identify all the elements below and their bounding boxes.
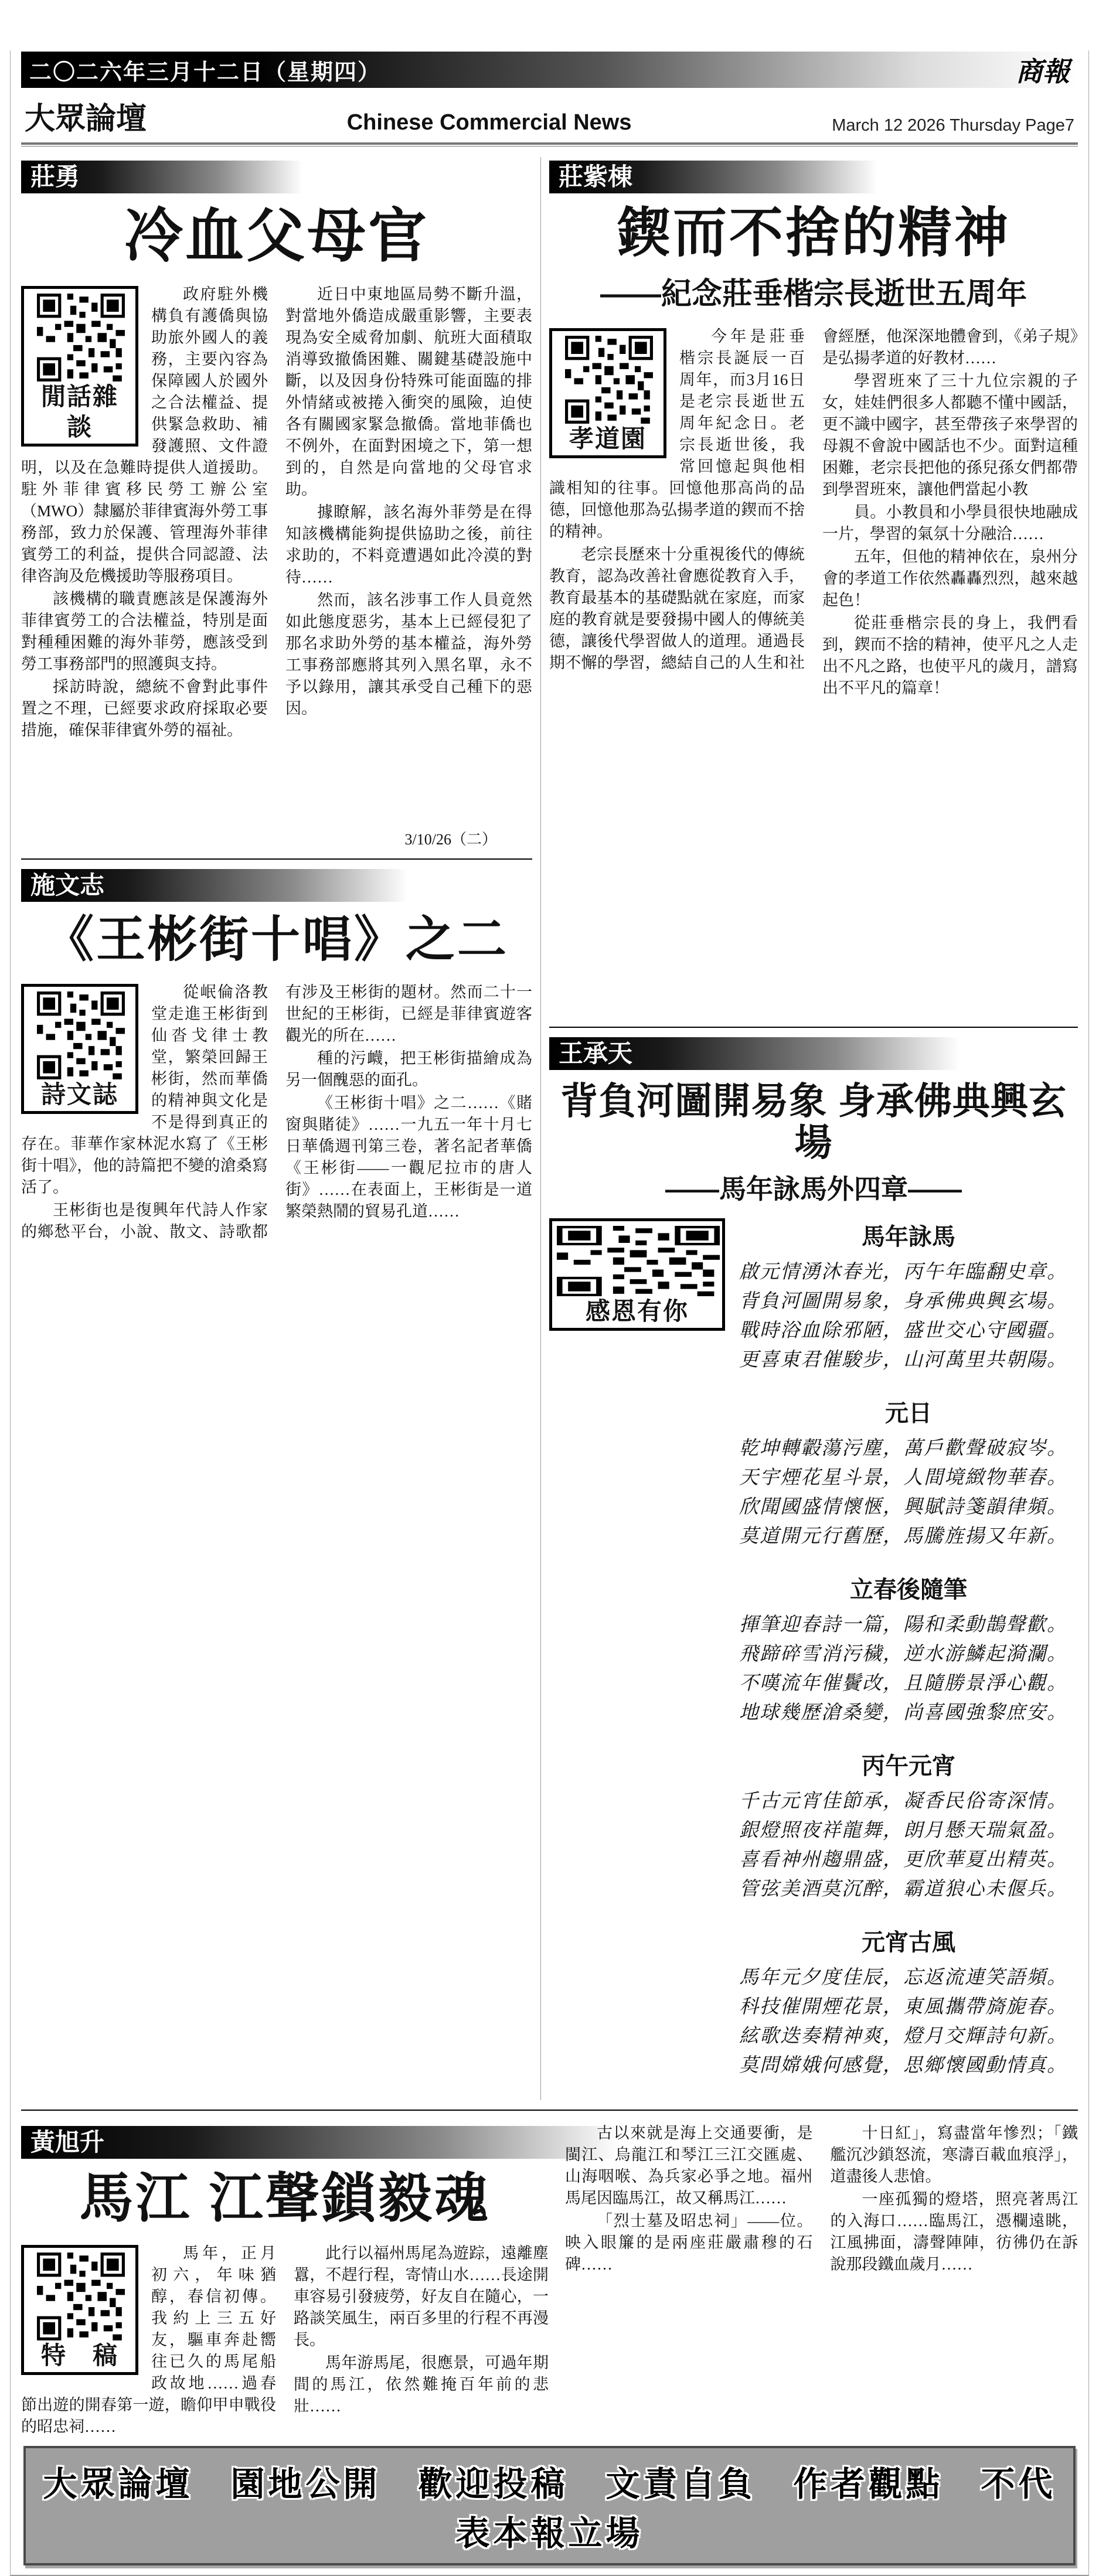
paragraph: 十日紅」，寫盡當年慘烈；「鐵艦沉沙鎖怒流，寒濤百載血痕浮」，道盡後人悲愴。 [830,2124,1078,2185]
paragraph: 該機構的職責應該是保護海外菲律賓勞工的合法權益，特別是面對種種困難的海外菲勞，應該受到勞工事務部門的照護與支持。 [21,590,268,673]
qr-label: 詩文誌 [40,1081,118,1109]
paragraph: 古以來就是海上交通要衝，是閩江、烏龍江和琴江三江交匯處、山海咽喉、為兵家必爭之地。福州馬尾因臨馬江，故又稱馬江…… [565,2124,813,2207]
article-unyielding-spirit [549,161,1078,1017]
paragraph: 學習班來了三十九位宗親的子女，娃娃們很多人都聽不懂中國話，更不識中國字，甚至帶孩子來學習的母親不會說中國話也不少。面對這種困難，老宗長把他的孫兒孫女們都帶到學習班來，讓他們當起小教 [822,372,1078,499]
right-column [549,157,1078,2100]
poem-line: 乾坤轉轂蕩污塵，萬戶歡聲破寂岑。 [739,1437,1067,1459]
poem-line: 科技催開煙花景，東風攜帶旖旎春。 [739,1996,1067,2018]
header-date-english: March 12 2026 Thursday Page7 [832,116,1074,135]
qr-box [549,1218,725,1331]
poem-line: 不嘆流年催鬢改，且隨勝景淨心觀。 [739,1672,1067,1694]
paragraph: 採訪時說，總統不會對此事件置之不理，已經要求政府採取必要措施，確保菲律賓外勞的福祉。 [21,678,268,739]
center-column-divider [540,157,541,2100]
poem [739,1395,1078,1551]
author-bar: 莊勇 [21,161,302,193]
majiang-headline-block [21,2122,549,2438]
author-bar: 王承天 [549,1037,960,1070]
paragraph: 員。小教員和小學員很快地融成一片，學習的氣氛十分融洽…… [822,503,1078,543]
article-horse-year-poems [549,1037,1078,2100]
author-bar: 莊紫棟 [549,161,877,193]
qr-label: 特 稿 [40,2342,118,2370]
qr-code-icon [557,1226,720,1296]
article-body [549,326,1078,1017]
paragraph: 然而，該名涉事工作人員竟然如此態度惡劣，基本上已經侵犯了那名求助外勞的基本權益，海外勞工事務部應將其列入黑名單，永不予以錄用，讓其承受自己種下的惡因。 [285,591,532,717]
paragraph: 一座孤獨的燈塔，照亮著馬江的入海口……臨馬江，憑欄遠眺，江風拂面，濤聲陣陣，彷彿仍在訴說那段鐵血歲月…… [830,2190,1078,2273]
qr-code-icon [557,336,661,424]
article-headline: 冷血父母官 [124,203,429,269]
banner-text: 大眾論壇 園地公開 歡迎投稿 文責自負 作者觀點 不代表本報立場 [43,2465,1056,2553]
poem-line: 戰時浴血除邪陋，盛世交心守國疆。 [739,1320,1067,1341]
left-column [21,157,532,2100]
poem-line: 喜看神州趨鼎盛，更欣華夏出精英。 [739,1849,1067,1870]
qr-code-icon [29,294,133,381]
article-headline: 背負河圖開易象 身承佛典興玄場 [560,1080,1067,1164]
article-headline: 《王彬街十唱》之二 [44,912,509,967]
paragraph: 馬年，正月初六，年味猶醇，春信初傳。我約上三五好友，驅車奔赴嚮往已久的馬尾船政故地……過春節出遊的開春第一遊，瞻仰甲申戰役的昭忠祠…… [21,2244,276,2436]
paragraph: 近日中東地區局勢不斷升溫，對當地外僑造成嚴重影響，主要表現為安全威脅加劇、航班大面積取消導致撤僑困難、關鍵基礎設施中斷，以及因身份特殊可能面臨的排外情緒或被捲入衝突的風險，迫使各有關國家緊急撤僑。當地菲僑也不例外，在面對困境之下，第一想到的，自然是向當地的父母官求助。 [285,285,532,498]
paragraph: 五年，但他的精神依在，泉州分會的孝道工作依然轟轟烈烈，越來越起色！ [822,548,1078,609]
header-divider [21,142,1078,146]
paragraph: 從莊垂楷宗長的身上，我們看到，鍥而不捨的精神，使平凡之人走出不凡之路，也使平凡的歲月，譜寫出不平凡的篇章！ [822,614,1078,697]
poem [739,1747,1078,1904]
majiang-continuation [565,2122,1078,2438]
poem [739,1571,1078,1727]
paper-name: 商報 [1016,57,1070,87]
poem-line: 莫道開元行舊歷，馬騰旌揚又年新。 [739,1525,1067,1547]
paragraph: 《王彬街十唱》之二……《賭窗與賭徒》……一九五一年十月七日華僑週刊第三卷，著名記者華僑《王彬街——一觀尼拉市的唐人街》……在表面上，王彬街是一道繁榮熱鬧的貿易孔道…… [285,1094,532,1221]
poem-line: 銀燈照夜祥龍舞，朗月懸天瑞氣盈。 [739,1819,1067,1841]
qr-label: 閒話雜談 [40,383,118,441]
poem-line: 馬年元夕度佳辰，忘返流連笑語頻。 [739,1967,1067,1988]
article-body [21,284,532,823]
qr-box [21,2245,138,2375]
poem-line: 更喜東君催駿步，山河萬里共朝陽。 [739,1349,1067,1371]
paragraph: 王彬街也是復興年代詩人作家的鄉愁平台，小說、散文、詩歌都有涉及王彬街的題材。然而二十一世紀的王彬街，已經是菲律賓遊客觀光的所在…… [21,983,532,1241]
article-body-left [21,2243,549,2438]
qr-label: 孝道園 [569,425,647,453]
poem-line: 千古元宵佳節承，凝香民俗寄深情。 [739,1790,1067,1812]
poem-line: 背負河圖開易象，身承佛典興玄場。 [739,1290,1067,1312]
poem-line: 揮筆迎春詩一篇，陽和柔動鵲聲歡。 [739,1614,1067,1635]
header-bar [21,52,1078,88]
qr-code-icon [29,2253,133,2340]
poems [737,1218,1078,2100]
article-divider [21,858,532,860]
poem-line: 絃歌迭奏精神爽，燈月交輝詩句新。 [739,2025,1067,2047]
page-frame [10,50,1089,2576]
article-headline: 鍥而不捨的精神 [616,203,1010,263]
poem-title: 元日 [885,1399,932,1426]
paragraph: 種的污衊，把王彬街描繪成為另一個醜惡的面孔。 [285,1050,532,1089]
qr-column [549,1218,737,2100]
article-majiang [21,2122,1078,2438]
poem-title: 元宵古風 [862,1928,955,1955]
poem-title: 馬年詠馬 [862,1223,955,1250]
bottom-section-divider [21,2110,1078,2111]
section-title: 大眾論壇 [25,102,147,136]
qr-box [21,984,138,1114]
article-subtitle: ——紀念莊垂楷宗長逝世五周年 [600,277,1027,312]
poem-section [549,1218,1078,2100]
qr-code-icon [29,991,133,1079]
qr-box [549,328,666,458]
article-wangbin-street [21,869,532,1512]
poem [739,1924,1078,2080]
paragraph: 據瞭解，該名海外菲勞是在得知該機構能夠提供協助之後，前往求助的，不料竟遭遇如此冷漠的對待…… [285,503,532,586]
paper-name-english: Chinese Commercial News [346,110,632,135]
article-headline: 馬江 江聲鎖毅魂 [79,2168,491,2229]
poem-line: 啟元情湧沐春光，丙午年臨翻史章。 [739,1261,1067,1283]
paragraph: 老宗長歷來十分重視後代的傳統教育，認為改善社會應從教育入手，教育最基本的基礎點就在家庭，而家庭的教育就是要發揚中國人的傳統美德，讓後代學習做人的道理。通過長期不懈的學習，總結自己的人生和社會經歷，他深深地體會到，《弟子規》是弘揚孝道的好教材…… [549,328,1078,672]
qr-box [21,286,138,447]
author-bar: 施文志 [21,869,408,902]
article-coldblooded-officials [21,161,532,849]
poem-line: 天宇煙花星斗景，人間境緻物華春。 [739,1467,1067,1488]
poem-line: 飛蹄碎雪消污穢，逆水游鱗起漪瀾。 [739,1643,1067,1665]
main-columns [21,157,1078,2100]
poem-line: 欣聞國盛情懷愜，興賦詩箋韻律頻。 [739,1496,1067,1518]
article-date-signature: 3/10/26（二） [404,831,497,848]
article-body-right [565,2122,1078,2277]
masthead-row [21,88,1078,142]
article-divider [549,1027,1078,1028]
poem-title: 立春後隨筆 [850,1576,967,1603]
poem-line: 管弦美酒莫沉醉，霸道狼心未偃兵。 [739,1878,1067,1900]
poem-line: 地球幾歷滄桑變，尚喜國強黎庶安。 [739,1702,1067,1723]
paragraph: 從岷倫洛教堂走進王彬街到仙沓戈律士教堂，繁榮回歸王彬街，然而華僑的精神與文化是不是得到真正的存在。菲華作家林泥水寫了《王彬街十唱》，他的詩篇把不變的滄桑寫活了。 [21,983,268,1197]
poem-line: 莫問嫦娥何感覺，思鄉懷國動情真。 [739,2054,1067,2076]
author-bar: 黃旭升 [21,2126,619,2159]
poem-title: 丙午元宵 [862,1752,955,1779]
qr-label: 感恩有你 [585,1297,689,1325]
paragraph: 此行以福州馬尾為遊踪，遠離塵囂，不趕行程，寄情山水……長途開車容易引發疲勞，好友自在隨心，一路談笑風生，兩百多里的行程不再漫長。 [294,2244,549,2349]
forum-disclaimer-banner [23,2446,1076,2565]
paragraph: 今年是莊垂楷宗長誕辰一百周年，而3月16日是老宗長逝世五周年紀念日。老宗長逝世後，我常回憶起與他相識相知的往事。回憶他那高尚的品德，回憶他那為弘揚孝道的鍥而不捨的精神。 [549,328,805,541]
article-body [21,982,532,1512]
poem [739,1218,1078,1375]
header-date-cn: 二〇二六年三月十二日（星期四） [29,60,382,85]
paragraph: 馬年游馬尾，很應景，可過年期間的馬江，依然難掩百年前的悲壯…… [294,2354,549,2415]
article-subtitle: ——馬年詠馬外四章—— [665,1173,962,1204]
paragraph: 政府駐外機構負有護僑與協助旅外國人的義務，主要內容為保障國人於國外之合法權益、提供緊急救助、補發護照、文件證明，以及在急難時提供人道援助。駐外菲律賓移民勞工辦公室（MWO）隸屬於菲律賓海外勞工事務部，致力於保護、管理海外菲律賓勞工的利益，提供合同認證、法律咨詢及危機援助等服務項目。 [21,285,268,585]
paragraph: 「烈士墓及昭忠祠」——位。映入眼簾的是兩座莊嚴肅穆的石碑…… [565,2212,813,2273]
